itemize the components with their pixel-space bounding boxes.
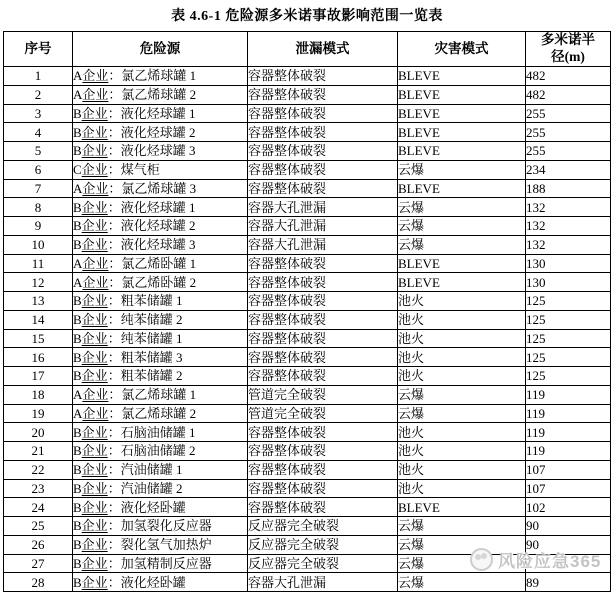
hazard-text: ：液化烃卧罐	[107, 499, 186, 515]
leak-mode-cell: 容器整体破裂	[248, 142, 398, 161]
hazard-text: 企业	[81, 143, 108, 159]
radius-cell: 255	[526, 142, 611, 161]
row-no-cell: 15	[4, 329, 73, 348]
hazard-cell	[73, 85, 248, 104]
hazard-cell	[73, 273, 248, 292]
radius-cell: 125	[526, 329, 611, 348]
hazard-cell	[73, 329, 248, 348]
disaster-mode-cell: 云爆	[398, 404, 526, 423]
hazard-text: 企业	[81, 349, 108, 365]
hazard-cell	[73, 517, 248, 536]
table-row	[4, 460, 611, 479]
table-body	[4, 67, 611, 592]
table-row	[4, 85, 611, 104]
hazard-text: 企业	[81, 293, 108, 309]
hazard-text: C	[73, 162, 82, 178]
disaster-mode-cell: 池火	[398, 479, 526, 498]
leak-mode-cell: 容器整体破裂	[248, 273, 398, 292]
hazard-text: ：氯乙烯球罐 3	[108, 180, 197, 196]
hazard-text: ：粗苯储罐 3	[107, 349, 183, 365]
hazard-text: ：液化烃球罐 1	[107, 199, 196, 215]
leak-mode-cell: 容器整体破裂	[248, 367, 398, 386]
hazard-text: B	[73, 124, 82, 140]
radius-cell: 132	[526, 217, 611, 236]
watermark-text: 风险应急365	[498, 552, 602, 571]
hazard-text: ：氯乙烯球罐 2	[108, 405, 197, 421]
radius-cell: 89	[526, 573, 611, 592]
disaster-mode-cell: BLEVE	[398, 254, 526, 273]
hazard-text: 企业	[81, 162, 108, 178]
hazard-text: B	[73, 330, 82, 346]
leak-mode-cell: 容器整体破裂	[248, 329, 398, 348]
leak-mode-cell: 反应器完全破裂	[248, 554, 398, 573]
table-row	[4, 123, 611, 142]
leak-mode-cell: 容器整体破裂	[248, 104, 398, 123]
hazard-text: B	[73, 368, 82, 384]
hazard-cell	[73, 554, 248, 573]
table-row	[4, 385, 611, 404]
table-row	[4, 179, 611, 198]
table-row	[4, 235, 611, 254]
leak-mode-cell: 容器整体破裂	[248, 460, 398, 479]
disaster-mode-cell: 池火	[398, 310, 526, 329]
row-no-cell: 18	[4, 385, 73, 404]
table-row	[4, 423, 611, 442]
leak-mode-cell: 管道完全破裂	[248, 385, 398, 404]
table-row	[4, 160, 611, 179]
leak-mode-cell: 容器整体破裂	[248, 348, 398, 367]
radius-cell: 188	[526, 179, 611, 198]
hazard-text: ：液化烃球罐 3	[107, 143, 196, 159]
hazard-text: ：液化烃球罐 2	[107, 124, 196, 140]
row-no-cell: 7	[4, 179, 73, 198]
leak-mode-cell: 容器大孔泄漏	[248, 217, 398, 236]
hazard-text: B	[73, 518, 82, 534]
table-header	[4, 32, 611, 67]
hazard-text: ：汽油储罐 1	[107, 462, 183, 478]
table-row	[4, 573, 611, 592]
hazard-text: 企业	[81, 124, 108, 140]
hazard-text: 企业	[81, 312, 108, 328]
hazard-cell	[73, 142, 248, 161]
hazard-text: A	[73, 255, 83, 271]
leak-mode-cell: 容器整体破裂	[248, 123, 398, 142]
hazard-text: B	[73, 199, 82, 215]
hazard-text: ：加氢精制反应器	[107, 555, 212, 571]
row-no-cell: 17	[4, 367, 73, 386]
hazard-text: 企业	[81, 330, 108, 346]
row-no-cell: 22	[4, 460, 73, 479]
hazard-text: ：液化烃球罐 1	[107, 105, 196, 121]
row-no-cell: 4	[4, 123, 73, 142]
hazard-cell	[73, 348, 248, 367]
leak-mode-cell: 管道完全破裂	[248, 404, 398, 423]
leak-mode-cell: 容器整体破裂	[248, 310, 398, 329]
hazard-text: ：氯乙烯球罐 1	[108, 387, 197, 403]
leak-mode-cell: 容器整体破裂	[248, 85, 398, 104]
radius-cell: 125	[526, 310, 611, 329]
row-no-cell: 11	[4, 254, 73, 273]
radius-cell: 125	[526, 292, 611, 311]
hazard-text: 企业	[81, 199, 108, 215]
hazard-text: ：加氢裂化反应器	[107, 518, 212, 534]
disaster-mode-cell: 云爆	[398, 517, 526, 536]
hazard-cell	[73, 367, 248, 386]
row-no-cell: 9	[4, 217, 73, 236]
header-row	[4, 32, 611, 67]
hazard-text: 企业	[82, 87, 109, 103]
disaster-mode-cell: 池火	[398, 348, 526, 367]
hazard-text: 企业	[82, 274, 109, 290]
leak-mode-cell: 容器整体破裂	[248, 67, 398, 86]
hazard-text: B	[73, 218, 82, 234]
hazard-text: 企业	[81, 443, 108, 459]
disaster-mode-cell: BLEVE	[398, 123, 526, 142]
disaster-mode-cell: 云爆	[398, 554, 526, 573]
table-row	[4, 217, 611, 236]
hazard-cell	[73, 535, 248, 554]
hazard-text: ：纯苯储罐 1	[107, 330, 183, 346]
radius-cell: 125	[526, 348, 611, 367]
radius-cell: 130	[526, 254, 611, 273]
hazard-cell	[73, 292, 248, 311]
leak-mode-cell: 容器整体破裂	[248, 254, 398, 273]
hazard-cell	[73, 498, 248, 517]
row-no-cell: 3	[4, 104, 73, 123]
hazard-text: ：粗苯储罐 1	[107, 293, 183, 309]
hazard-text: ：氯乙烯卧罐 1	[108, 255, 197, 271]
table-row	[4, 498, 611, 517]
hazard-text: A	[73, 274, 83, 290]
row-no-cell: 10	[4, 235, 73, 254]
radius-cell: 234	[526, 160, 611, 179]
hazard-cell	[73, 198, 248, 217]
row-no-cell: 8	[4, 198, 73, 217]
row-no-cell: 12	[4, 273, 73, 292]
hazard-text: 企业	[81, 555, 108, 571]
hazard-text: 企业	[81, 462, 108, 478]
hazard-cell	[73, 442, 248, 461]
hazard-cell	[73, 160, 248, 179]
col-header-disaster: 灾害模式	[398, 32, 526, 67]
radius-cell: 482	[526, 67, 611, 86]
row-no-cell: 28	[4, 573, 73, 592]
table-row	[4, 198, 611, 217]
disaster-mode-cell: 池火	[398, 460, 526, 479]
radius-cell: 119	[526, 442, 611, 461]
row-no-cell: 24	[4, 498, 73, 517]
disaster-mode-cell: 池火	[398, 423, 526, 442]
hazard-cell	[73, 235, 248, 254]
hazard-cell	[73, 254, 248, 273]
hazard-text: ：氯乙烯卧罐 2	[108, 274, 197, 290]
table-row	[4, 348, 611, 367]
col-header-no: 序号	[4, 32, 73, 67]
table-row	[4, 67, 611, 86]
hazard-text: 企业	[81, 105, 108, 121]
table-row	[4, 404, 611, 423]
disaster-mode-cell: 云爆	[398, 535, 526, 554]
table-row	[4, 292, 611, 311]
row-no-cell: 5	[4, 142, 73, 161]
hazard-text: 企业	[81, 424, 108, 440]
leak-mode-cell: 容器整体破裂	[248, 479, 398, 498]
hazard-text: A	[73, 68, 83, 84]
table-row	[4, 329, 611, 348]
row-no-cell: 26	[4, 535, 73, 554]
hazard-text: 企业	[81, 537, 108, 553]
radius-cell: 119	[526, 404, 611, 423]
disaster-mode-cell: BLEVE	[398, 273, 526, 292]
row-no-cell: 19	[4, 404, 73, 423]
hazard-text: 企业	[81, 368, 108, 384]
hazard-cell	[73, 460, 248, 479]
row-no-cell: 13	[4, 292, 73, 311]
hazard-text: 企业	[81, 518, 108, 534]
hazard-text: 企业	[82, 180, 109, 196]
radius-cell: 90	[526, 517, 611, 536]
hazard-text: A	[73, 405, 83, 421]
leak-mode-cell: 容器大孔泄漏	[248, 573, 398, 592]
leak-mode-cell: 容器整体破裂	[248, 179, 398, 198]
hazard-cell	[73, 217, 248, 236]
radius-cell: 107	[526, 460, 611, 479]
hazard-cell	[73, 310, 248, 329]
radius-cell: 255	[526, 123, 611, 142]
radius-cell	[526, 554, 611, 573]
radius-cell: 90	[526, 535, 611, 554]
hazard-cell	[73, 104, 248, 123]
radius-cell: 119	[526, 385, 611, 404]
hazard-text: ：煤气柜	[107, 162, 160, 178]
radius-cell: 107	[526, 479, 611, 498]
hazard-cell	[73, 179, 248, 198]
table-row	[4, 310, 611, 329]
row-no-cell: 14	[4, 310, 73, 329]
disaster-mode-cell: 池火	[398, 329, 526, 348]
hazard-text: B	[73, 462, 82, 478]
col-header-radius-line2: 径(m)	[551, 49, 585, 64]
table-row	[4, 254, 611, 273]
leak-mode-cell: 容器整体破裂	[248, 160, 398, 179]
disaster-mode-cell: 云爆	[398, 198, 526, 217]
radius-cell: 482	[526, 85, 611, 104]
leak-mode-cell: 容器整体破裂	[248, 442, 398, 461]
disaster-mode-cell: 池火	[398, 367, 526, 386]
disaster-mode-cell: BLEVE	[398, 142, 526, 161]
hazard-text: ：液化烃球罐 3	[107, 237, 196, 253]
radius-cell: 125	[526, 367, 611, 386]
hazard-text: B	[73, 143, 82, 159]
disaster-mode-cell: 池火	[398, 292, 526, 311]
disaster-mode-cell: BLEVE	[398, 179, 526, 198]
table-title: 表 4.6-1 危险源多米诺事故影响范围一览表	[171, 9, 443, 24]
hazard-text: 企业	[81, 218, 108, 234]
hazard-text: 企业	[82, 255, 109, 271]
hazard-text: B	[73, 443, 82, 459]
radius-cell: 119	[526, 423, 611, 442]
disaster-mode-cell: BLEVE	[398, 104, 526, 123]
leak-mode-cell: 反应器完全破裂	[248, 535, 398, 554]
disaster-mode-cell: 云爆	[398, 235, 526, 254]
disaster-mode-cell: BLEVE	[398, 498, 526, 517]
hazard-text: ：石脑油储罐 1	[107, 424, 196, 440]
hazard-cell	[73, 404, 248, 423]
hazard-text: ：裂化氢气加热炉	[107, 537, 212, 553]
hazard-text: ：液化烃球罐 2	[107, 218, 196, 234]
disaster-mode-cell: 云爆	[398, 217, 526, 236]
row-no-cell: 6	[4, 160, 73, 179]
row-no-cell: 21	[4, 442, 73, 461]
hazard-text: B	[73, 237, 82, 253]
table-row	[4, 442, 611, 461]
leak-mode-cell: 容器大孔泄漏	[248, 235, 398, 254]
hazard-text: 企业	[81, 237, 108, 253]
table-row	[4, 142, 611, 161]
radius-cell: 132	[526, 235, 611, 254]
hazard-text: 企业	[82, 405, 109, 421]
leak-mode-cell: 容器大孔泄漏	[248, 198, 398, 217]
leak-mode-cell: 反应器完全破裂	[248, 517, 398, 536]
radius-cell: 130	[526, 273, 611, 292]
disaster-mode-cell: 云爆	[398, 385, 526, 404]
hazard-text: ：汽油储罐 2	[107, 480, 183, 496]
col-header-leak: 泄漏模式	[248, 32, 398, 67]
hazard-cell	[73, 479, 248, 498]
row-no-cell: 2	[4, 85, 73, 104]
hazard-text: B	[73, 349, 82, 365]
table-row	[4, 554, 611, 573]
hazard-text: ：石脑油储罐 2	[107, 443, 196, 459]
hazard-text: 企业	[81, 574, 108, 590]
row-no-cell: 23	[4, 479, 73, 498]
radius-cell: 255	[526, 104, 611, 123]
row-no-cell: 1	[4, 67, 73, 86]
table-row	[4, 367, 611, 386]
disaster-mode-cell: 云爆	[398, 160, 526, 179]
hazard-text: B	[73, 293, 82, 309]
hazard-cell	[73, 123, 248, 142]
hazard-text: 企业	[81, 499, 108, 515]
hazard-cell	[73, 385, 248, 404]
domino-accident-table	[3, 31, 611, 592]
row-no-cell: 16	[4, 348, 73, 367]
hazard-text: 企业	[81, 480, 108, 496]
hazard-text: B	[73, 312, 82, 328]
table-row	[4, 517, 611, 536]
table-row	[4, 535, 611, 554]
table-row	[4, 273, 611, 292]
hazard-text: B	[73, 537, 82, 553]
table-row	[4, 104, 611, 123]
disaster-mode-cell: 池火	[398, 442, 526, 461]
row-no-cell: 27	[4, 554, 73, 573]
col-header-hazard: 危险源	[73, 32, 248, 67]
hazard-text: ：液化烃卧罐	[107, 574, 186, 590]
hazard-text: B	[73, 555, 82, 571]
hazard-text: B	[73, 424, 82, 440]
row-no-cell: 25	[4, 517, 73, 536]
hazard-text: B	[73, 499, 82, 515]
hazard-text: 企业	[82, 387, 109, 403]
col-header-radius	[526, 32, 611, 67]
hazard-cell	[73, 67, 248, 86]
leak-mode-cell: 容器整体破裂	[248, 423, 398, 442]
disaster-mode-cell: BLEVE	[398, 67, 526, 86]
hazard-text: B	[73, 480, 82, 496]
radius-cell: 132	[526, 198, 611, 217]
hazard-text: ：氯乙烯球罐 2	[108, 87, 197, 103]
disaster-mode-cell: 云爆	[398, 573, 526, 592]
hazard-text: 企业	[82, 68, 109, 84]
col-header-radius-line1: 多米诺半	[541, 32, 595, 48]
hazard-text: ：粗苯储罐 2	[107, 368, 183, 384]
hazard-text: B	[73, 574, 82, 590]
hazard-text: B	[73, 105, 82, 121]
leak-mode-cell: 容器整体破裂	[248, 498, 398, 517]
hazard-text: ：氯乙烯球罐 1	[108, 68, 197, 84]
table-row	[4, 479, 611, 498]
disaster-mode-cell: BLEVE	[398, 85, 526, 104]
hazard-text: A	[73, 87, 83, 103]
hazard-text: A	[73, 387, 83, 403]
radius-cell: 102	[526, 498, 611, 517]
hazard-cell	[73, 573, 248, 592]
hazard-text: ：纯苯储罐 2	[107, 312, 183, 328]
row-no-cell: 20	[4, 423, 73, 442]
hazard-cell	[73, 423, 248, 442]
hazard-text: A	[73, 180, 83, 196]
leak-mode-cell: 容器整体破裂	[248, 292, 398, 311]
